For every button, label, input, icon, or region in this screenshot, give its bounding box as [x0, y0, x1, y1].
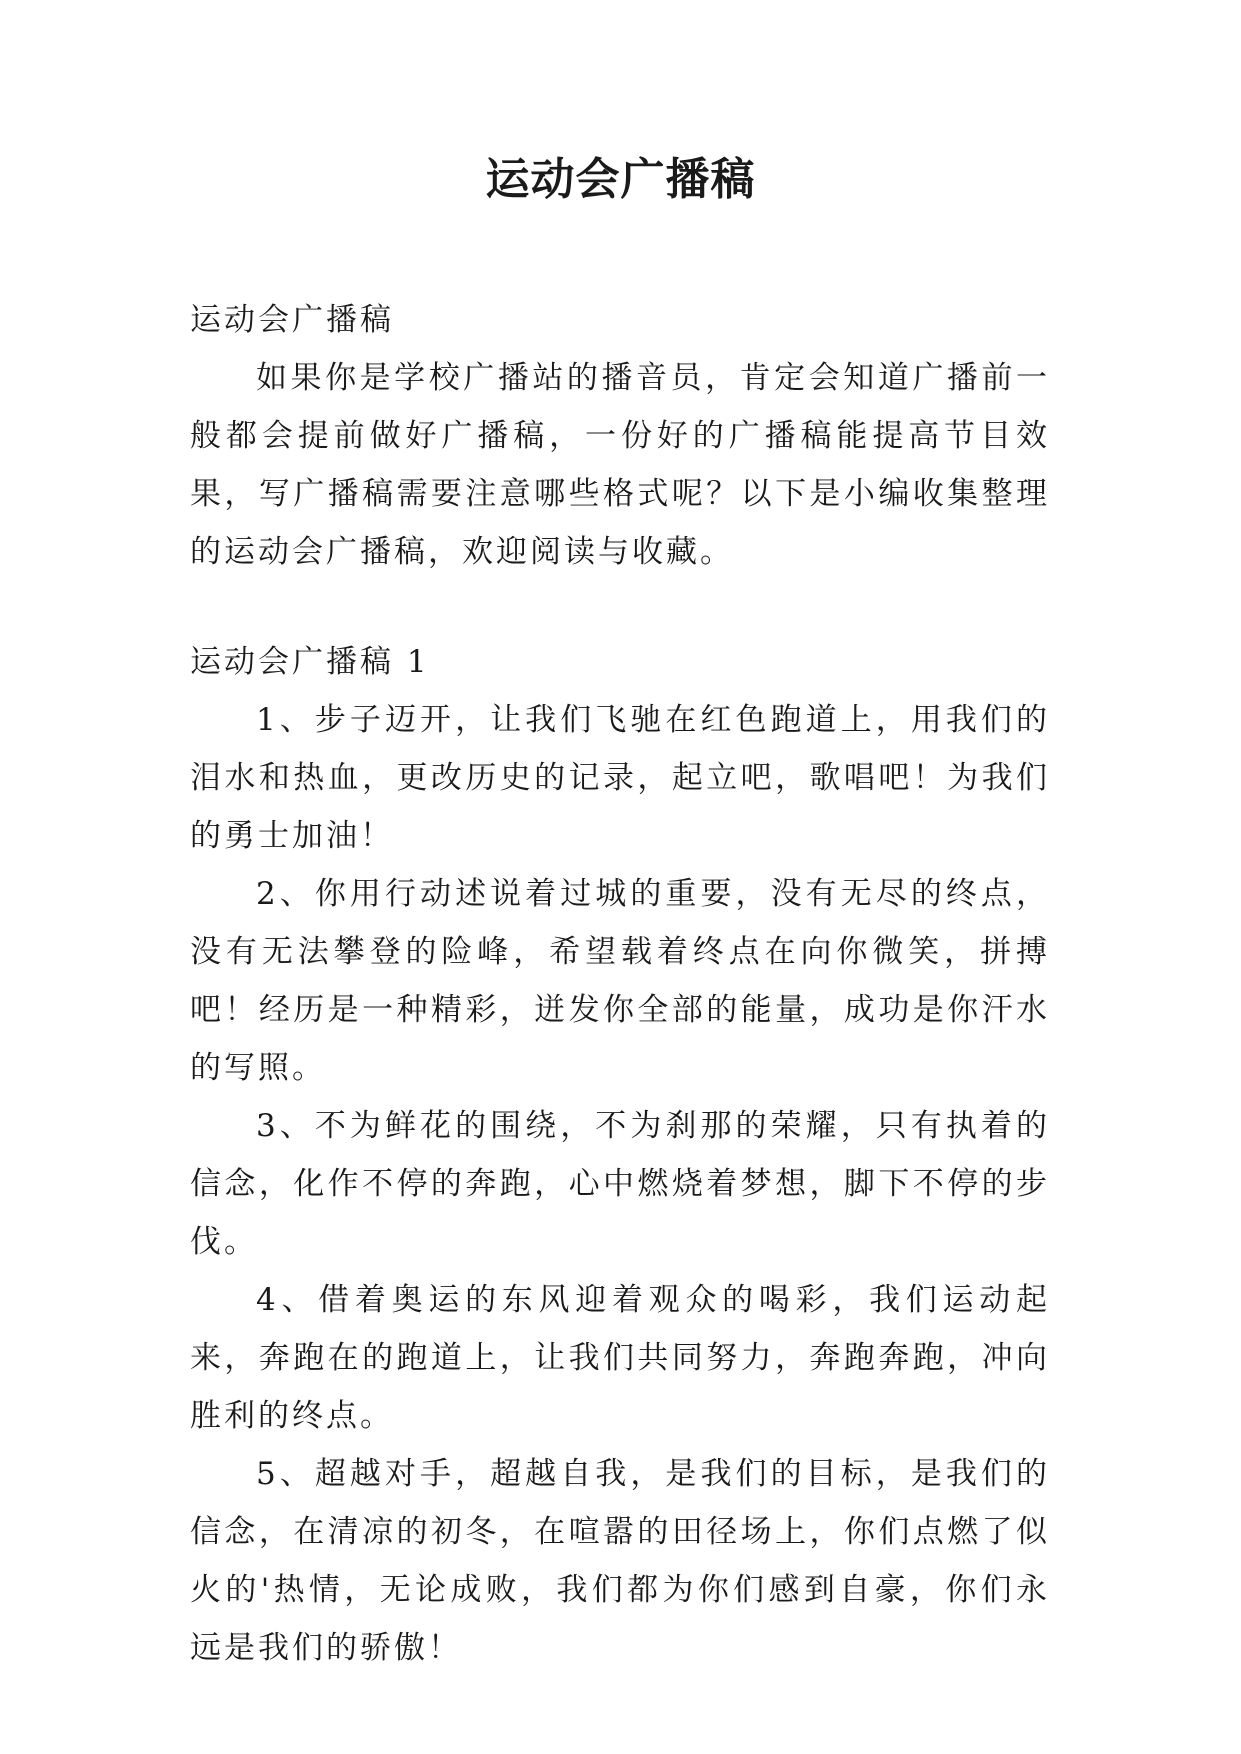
list-item: 1、步子迈开，让我们飞驰在红色跑道上，用我们的泪水和热血，更改历史的记录，起立吧，歌唱吧！为我们的勇士加油！: [190, 702, 1050, 854]
list-item: 4、借着奥运的东风迎着观众的喝彩，我们运动起来，奔跑在的跑道上，让我们共同努力，奔跑奔跑，冲向胜利的终点。: [190, 1282, 1050, 1434]
intro-heading: 运动会广播稿: [190, 302, 394, 338]
section-1: [190, 633, 1050, 1677]
list-item: 5、超越对手，超越自我，是我们的目标，是我们的信念，在清凉的初冬，在喧嚣的田径场上，你们点燃了似火的'热情，无论成败，我们都为你们感到自豪，你们永远是我们的骄傲！: [190, 1456, 1050, 1666]
intro-paragraph: 如果你是学校广播站的播音员，肯定会知道广播前一般都会提前做好广播稿，一份好的广播稿能提高节目效果，写广播稿需要注意哪些格式呢？以下是小编收集整理的运动会广播稿，欢迎阅读与收藏。: [190, 360, 1050, 570]
list-item: 3、不为鲜花的围绕，不为刹那的荣耀，只有执着的信念，化作不停的奔跑，心中燃烧着梦想，脚下不停的步伐。: [190, 1108, 1050, 1260]
list-item: 2、你用行动述说着过城的重要，没有无尽的终点，没有无法攀登的险峰，希望载着终点在向你微笑，拼搏吧！经历是一种精彩，迸发你全部的能量，成功是你汗水的写照。: [190, 876, 1050, 1086]
intro-section: [190, 291, 1050, 581]
page-title: 运动会广播稿: [485, 154, 756, 205]
section-1-heading: 运动会广播稿 1: [190, 644, 430, 680]
